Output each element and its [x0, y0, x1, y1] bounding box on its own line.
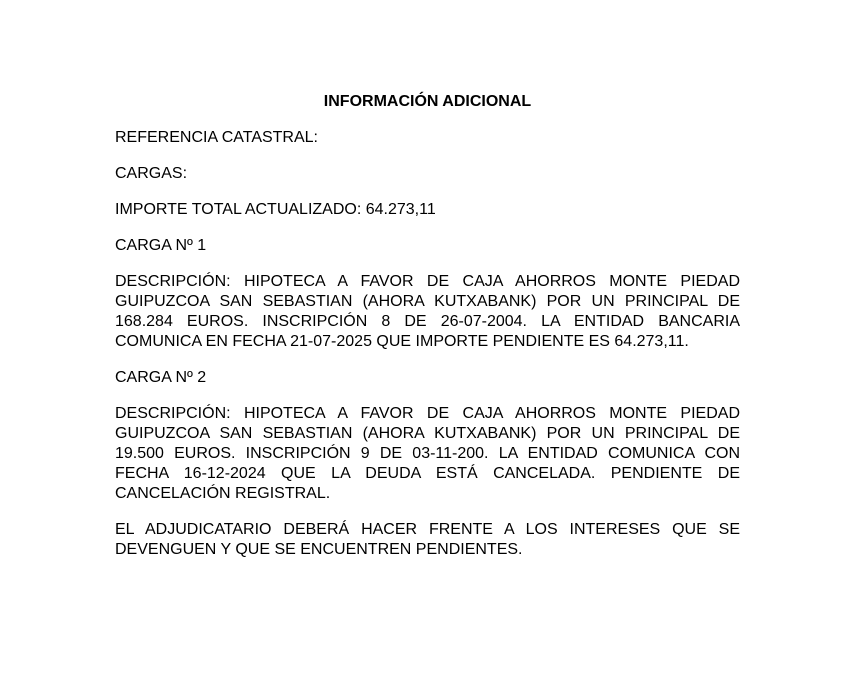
nota-final: EL ADJUDICATARIO DEBERÁ HACER FRENTE A LOS INTERESES QUE SE DEVENGUEN Y QUE SE ENCUENTREN PENDIENTES. — [115, 521, 740, 558]
carga-1-descripcion: DESCRIPCIÓN: HIPOTECA A FAVOR DE CAJA AHORROS MONTE PIEDAD GUIPUZCOA SAN SEBASTIAN (AHORA KUTXABANK) POR UN PRINCIPAL DE 168.284 EUROS. INSCRIPCIÓN 8 DE 26-07-2004. LA ENTIDAD BANCARIA COMUNICA EN FECHA 21-07-2025 QUE IMPORTE PENDIENTE ES 64.273,11. — [115, 273, 740, 350]
document-title: INFORMACIÓN ADICIONAL — [323, 93, 532, 110]
carga-2-descripcion: DESCRIPCIÓN: HIPOTECA A FAVOR DE CAJA AHORROS MONTE PIEDAD GUIPUZCOA SAN SEBASTIAN (AHORA KUTXABANK) POR UN PRINCIPAL DE 19.500 EUROS. INSCRIPCIÓN 9 DE 03-11-200. LA ENTIDAD COMUNICA CON FECHA 16-12-2024 QUE LA DEUDA ESTÁ CANCELADA. PENDIENTE DE CANCELACIÓN REGISTRAL. — [115, 405, 740, 502]
importe-total: IMPORTE TOTAL ACTUALIZADO: 64.273,11 — [115, 201, 436, 218]
carga-1-heading: CARGA Nº 1 — [115, 237, 207, 254]
carga-2-heading: CARGA Nº 2 — [115, 369, 207, 386]
referencia-catastral: REFERENCIA CATASTRAL: — [115, 129, 318, 146]
document-page — [115, 92, 740, 576]
cargas-label: CARGAS: — [115, 165, 188, 182]
